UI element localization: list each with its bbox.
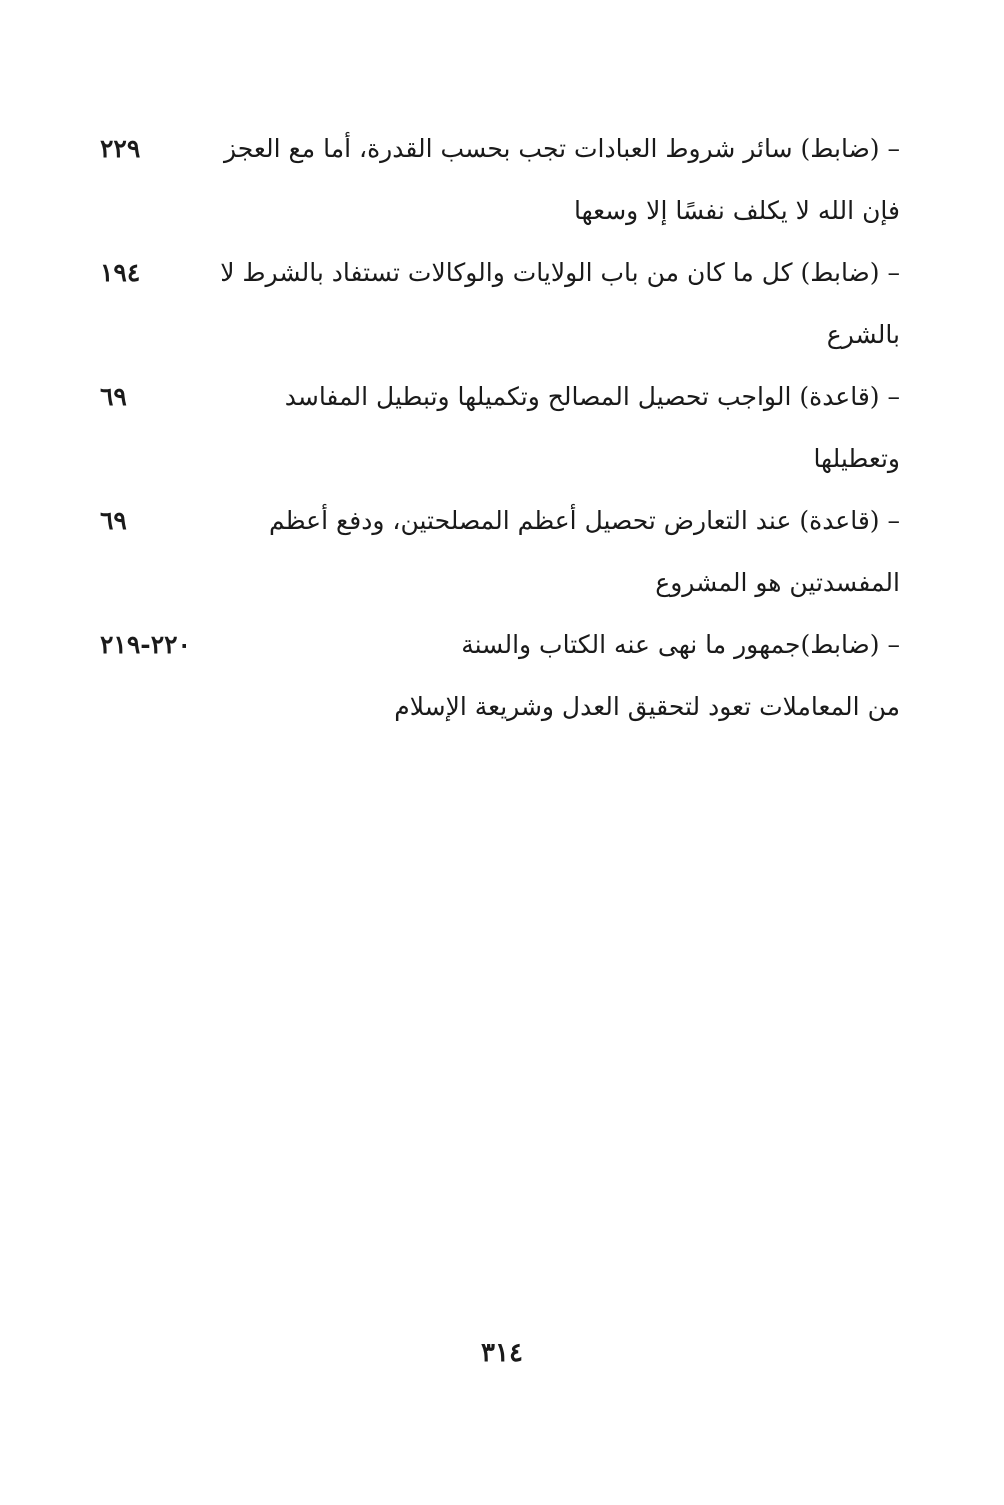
page-number: ٣١٤ [481,1338,523,1368]
entry-continuation-line [100,676,900,738]
entry-continuation-text: بالشرع [826,320,900,349]
entry-continuation-text: من المعاملات تعود لتحقيق العدل وشريعة الإسلام [394,692,900,721]
index-entry [100,614,900,738]
entry-text: – (ضابط) كل ما كان من باب الولايات والوكالات تستفاد بالشرط لا [220,258,900,287]
entry-continuation-line [100,428,900,490]
index-entry [100,366,900,490]
entry-continuation-text: فإن الله لا يكلف نفسًا إلا وسعها [574,196,900,225]
entry-page-ref: ١٩٤ [100,258,141,287]
entry-text: – (ضابط) سائر شروط العبادات تجب بحسب القدرة، أما مع العجز [223,134,900,163]
entry-continuation-line [100,180,900,242]
entry-text: – (قاعدة) عند التعارض تحصيل أعظم المصلحتين، ودفع أعظم [269,506,900,535]
index-entry [100,118,900,242]
index-entry [100,490,900,614]
entry-continuation-text: وتعطيلها [813,444,900,473]
entry-first-line [100,118,900,180]
entry-first-line [100,366,900,428]
entry-first-line [100,242,900,304]
entry-first-line [100,490,900,552]
entry-first-line [100,614,900,676]
entry-page-ref: ٢٢٩ [100,134,141,163]
entry-text: – (قاعدة) الواجب تحصيل المصالح وتكميلها وتبطيل المفاسد [284,382,900,411]
entry-page-ref: ٢٢٠-٢١٩ [100,630,191,659]
index-entries [100,118,900,738]
entry-continuation-line [100,552,900,614]
entry-continuation-line [100,304,900,366]
entry-continuation-text: المفسدتين هو المشروع [655,568,900,597]
entry-page-ref: ٦٩ [100,382,127,411]
entry-page-ref: ٦٩ [100,506,127,535]
index-entry [100,242,900,366]
entry-text: – (ضابط)جمهور ما نهى عنه الكتاب والسنة [461,630,900,659]
